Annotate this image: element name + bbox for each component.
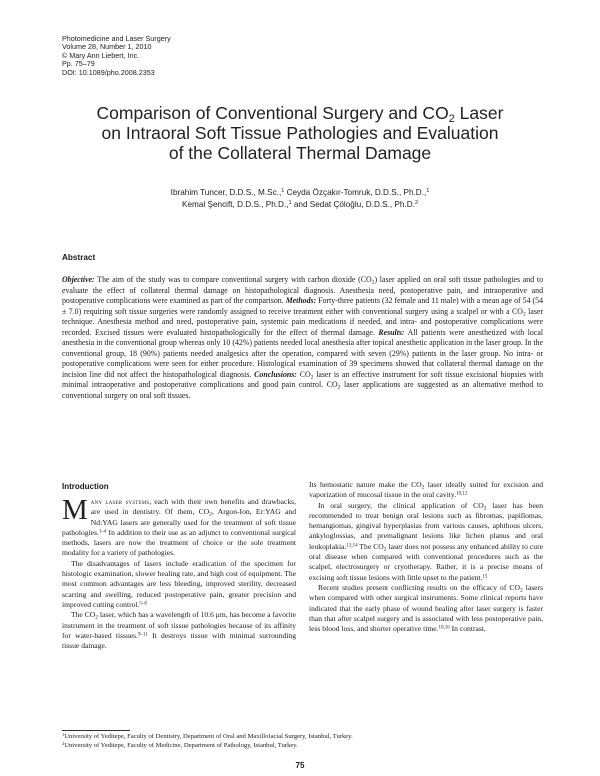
intro-p3-text: The CO: [71, 610, 96, 620]
intro-r1-text: Its hemostatic nature make the CO: [309, 480, 422, 489]
title-line-1: [60, 103, 540, 123]
intro-p2-citation: 5–8: [139, 601, 147, 607]
intro-r2-sub-2: 2: [383, 546, 387, 553]
footnote-2: [62, 742, 522, 751]
author-3: Kemal Şencift, D.D.S., Ph.D.,: [182, 200, 289, 209]
footnote-divider: [62, 730, 130, 731]
conclusions-text-3: laser applications are suggested as an alternative method to conventional surgery on oral soft tissues.: [62, 380, 543, 400]
author-1: Ibrahim Tuncer, D.D.S., M.Sc.,: [170, 188, 282, 197]
author-4-affiliation: 2: [414, 200, 418, 206]
intro-r2-text-2: laser has been recommended to treat benign oral lesions such as fibromas, papillomas, hemangiomas, gingival hyperplasias from various causes, aphthous ulcers, ankyloglossias, and premalignant lesions like lichen planus and oral leukoplakia.: [309, 500, 543, 551]
objective-text: The aim of the study was to compare conventional surgery with carbon dioxide (CO: [94, 275, 372, 284]
methods-text: Forty-three patients (32 female and 11 male) with a mean age of 54 (54 ± 7.0) requiring soft tissue surgeries were randomly assigned to receive treatment either with conventional surgery using a scalpel or with a CO: [62, 296, 543, 316]
footnote-1: [62, 733, 522, 742]
intro-r1-sub: 2: [421, 484, 425, 491]
journal-name: Photomedicine and Laser Surgery: [62, 34, 171, 43]
intro-r2-citation-2: 15: [482, 574, 488, 580]
intro-p3-text-2: laser, which has a wavelength of 10.6 μm, has become a favorite instrument in the treatment of soft tissue pathologies because of its affinity for water-based tissues.: [62, 610, 296, 640]
intro-r3-text-2: lasers when compared with other surgical instruments. Some clinical reports have indicated that the early phase of wound healing after laser surgery is faster than that after scalpel surgery and is associated with less postoperative pain, less blood loss, and shorter operative time.: [309, 582, 543, 634]
objective-label: Objective:: [62, 275, 95, 284]
results-label: Results:: [378, 327, 405, 337]
intro-p2-text: The disadvantages of lasers include eradication of the specimen for histologic examination, slower healing rate, and high cost of equipment. The most common advantages are less bleeding, improved sterility, decreased scarring and swelling, reduced postoperative pain, greater precision and improved cutting control.: [62, 558, 296, 609]
journal-pages: Pp. 75–79: [62, 59, 95, 69]
author-2-affiliation: 1: [426, 188, 430, 194]
intro-r1-text-2: laser ideally suited for excision and vaporization of mucosal tissue in the oral cavity.: [309, 480, 543, 500]
paper-title: [60, 103, 540, 163]
author-2: Ceyda Özçakır-Tomruk, D.D.S., Ph.D.,: [284, 188, 427, 197]
title-subscript: 2: [448, 113, 455, 125]
intro-r2-text-3: The CO: [357, 541, 384, 551]
intro-paragraph-4: [309, 480, 543, 501]
intro-paragraph-5: [309, 501, 543, 583]
abstract-heading: Abstract: [62, 253, 96, 262]
intro-r3-sub: 2: [519, 587, 523, 594]
footnote-2-marker: 2: [62, 740, 65, 746]
journal-copyright: © Mary Ann Liebert, Inc.: [62, 50, 140, 60]
intro-paragraph-2: [62, 559, 296, 610]
intro-r2-text-4: laser does not possess any enhanced ability to cure oral disease when compared with conventional procedures such as the scalpel, electrosurgery or cryotherapy. Rather, it is a precise means of excising soft tissue lesions with little upset to the patient.: [309, 541, 544, 582]
footnotes: [62, 733, 522, 751]
conclusions-label: Conclusions:: [254, 369, 297, 379]
title-line-3: of the Collateral Thermal Damage: [168, 143, 432, 163]
methods-label: Methods:: [285, 296, 317, 305]
abstract-body: [62, 275, 543, 401]
intro-r3-text-3: In contrast,: [449, 624, 486, 634]
page-number: 75: [295, 761, 305, 770]
journal-doi: DOI: 10.1089/pho.2008.2353: [62, 67, 155, 77]
author-4: and Sedat Çöloğlu, D.D.S., Ph.D.: [291, 200, 415, 209]
intro-p1-text: , each with their own benefits and drawbacks, are used in dentistry. Of them, CO: [90, 497, 297, 517]
intro-paragraph-6: [309, 583, 543, 634]
footnote-1-text: University of Yeditepe, Faculty of Dentistry, Department of Oral and Maxillofacial Surgery, Istanbul, Turkey.: [64, 733, 353, 740]
intro-p1-citation: 1–4: [98, 529, 107, 535]
body-column-right: [309, 480, 543, 634]
results-text: All patients were anesthetized with local anesthesia in the conventional group whereas only 10 (42%) patients needed local anesthesia after topical anesthetic application in the laser group. In the conventional group, 18 (90%) patients needed analgesics after the operation, compared with seven (29%) patients in the laser group. No intra- or postoperative complications were seen for either procedure. Histological examination of 39 specimens showed that collateral thermal damage on the incision line did not affect the histopathological diagnosis.: [62, 327, 543, 379]
methods-sub: 2: [522, 311, 526, 317]
footnote-2-text: University of Yeditepe, Faculty of Medicine, Department of Pathology, Istanbul, Turkey.: [64, 741, 298, 749]
intro-p1-sub: 2: [209, 511, 212, 518]
author-1-affiliation: 1: [281, 188, 285, 194]
journal-volume: Volume 28, Number 1, 2010: [62, 42, 152, 52]
intro-p3-citation: 9–11: [138, 632, 148, 638]
methods-text-2: laser technique. Anesthesia method and need, postoperative pain, systemic pain medications if needed, and intra- and postoperative complications were recorded. Excised tissues were evaluated histopathologically for the effect of thermal damage.: [62, 306, 543, 337]
footnote-1-marker: 1: [62, 732, 65, 737]
intro-p3-sub: 2: [95, 614, 99, 621]
intro-r2-citation: 13,14: [346, 543, 358, 549]
title-line-1-text: Comparison of Conventional Surgery and CO: [96, 103, 449, 123]
intro-p1-text-3: In addition to their use as an adjunct to conventional surgical methods, lasers are now the treatment of choice or the sole treatment modality for a variety of pathologies.: [62, 527, 296, 558]
intro-r2-text: In oral surgery, the clinical application of CO: [318, 500, 484, 510]
author-3-affiliation: 1: [288, 200, 292, 206]
intro-lead-in: any laser systems: [90, 497, 150, 506]
objective-sub: 2: [371, 279, 375, 286]
drop-cap: M: [62, 494, 88, 526]
intro-r3-citation: 10,16: [438, 625, 450, 631]
conclusions-text-2: laser is an effective instrument for soft tissue excisional biopsies with minimal intraoperative and postoperative complications and good pain control. CO: [62, 369, 543, 389]
author-line-2: [60, 199, 540, 211]
conclusions-sub-2: 2: [337, 384, 341, 391]
introduction-heading: Introduction: [62, 482, 109, 491]
title-line-1-end: Laser: [454, 103, 504, 123]
intro-p1-text-2: , Argon-Ion, Er:YAG and Nd:YAG lasers are generally used for the treatment of soft tissue pathologies.: [62, 507, 296, 537]
journal-info: [62, 35, 262, 77]
author-list: [60, 187, 540, 211]
author-line-1: [60, 187, 540, 199]
conclusions-text: CO: [296, 369, 311, 379]
intro-r2-sub: 2: [483, 505, 487, 512]
intro-paragraph-1: [62, 494, 297, 559]
intro-p3-text-3: It destroys tissue with minimal surrounding tissue damage.: [62, 630, 296, 651]
body-column-left: [62, 494, 297, 651]
intro-paragraph-3: [62, 610, 296, 651]
intro-r3-text: Recent studies present conflicting results on the efficacy of CO: [318, 582, 520, 592]
title-line-2: on Intraoral Soft Tissue Pathologies and Evaluation: [101, 123, 499, 143]
objective-text-2: ) laser applied on oral soft tissue pathologies and to evaluate the effect of collateral thermal damage on histopathological diagnosis. Anesthesia need, postoperative pain, and intraoperative and postoperative complications were examined as part of the comparison.: [62, 275, 543, 305]
intro-r1-citation: 10,12: [456, 491, 468, 497]
conclusions-sub-1: 2: [310, 374, 314, 380]
